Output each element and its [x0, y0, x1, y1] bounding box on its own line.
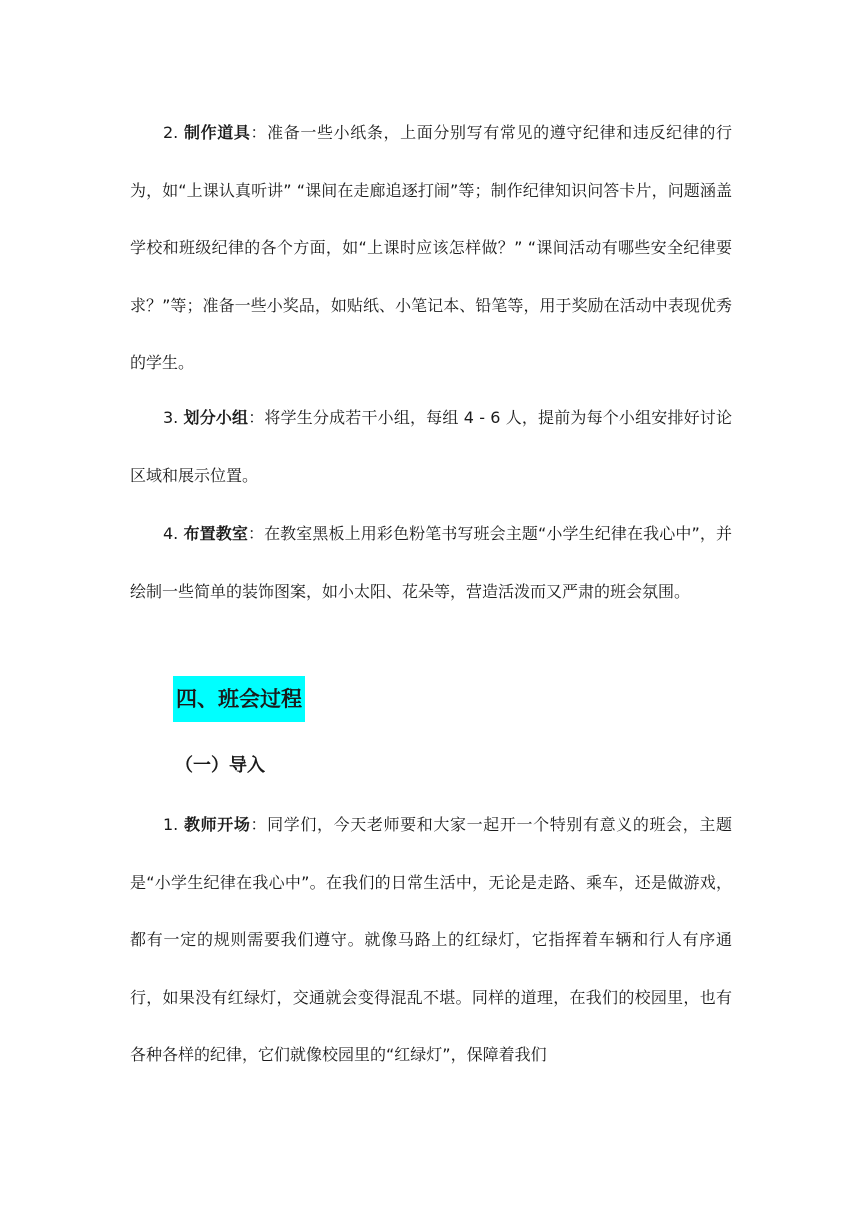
- paragraph-divide-groups: [130, 389, 732, 504]
- item-text: 同学们，今天老师要和大家一起开一个特别有意义的班会，主题是“小学生纪律在我心中”。在我们的日常生活中，无论是走路、乘车，还是做游戏，都有一定的规则需要我们遵守。就像马路上的红绿灯，它指挥着车辆和行人有序通行，如果没有红绿灯，交通就会变得混乱不堪。同样的道理，在我们的校园里，也有各种各样的纪律，它们就像校园里的“红绿灯”，保障着我们: [130, 815, 732, 1064]
- item-text: 准备一些小纸条，上面分别写有常见的遵守纪律和违反纪律的行为，如“上课认真听讲” “课间在走廊追逐打闹”等；制作纪律知识问答卡片，问题涵盖学校和班级纪律的各个方面，如“上课时应该怎样做？” “课间活动有哪些安全纪律要求？”等；准备一些小奖品，如贴纸、小笔记本、铅笔等，用于奖励在活动中表现优秀的学生。: [130, 123, 732, 372]
- item-title: 布置教室: [183, 524, 248, 543]
- item-separator: ：: [250, 123, 268, 142]
- paragraph-make-props: [130, 104, 732, 392]
- item-number: 3.: [163, 408, 179, 427]
- section-heading: 四、班会过程: [173, 676, 305, 722]
- paragraph-teacher-opening: [130, 796, 732, 1084]
- item-separator: ：: [248, 408, 265, 427]
- item-title: 划分小组: [183, 408, 249, 427]
- item-text: 在教室黑板上用彩色粉笔书写班会主题“小学生纪律在我心中”，并绘制一些简单的装饰图案，如小太阳、花朵等，营造活泼而又严肃的班会氛围。: [130, 524, 732, 601]
- item-separator: ：: [250, 815, 268, 834]
- item-number: 1.: [163, 815, 179, 834]
- item-number: 2.: [163, 123, 179, 142]
- item-number: 4.: [163, 524, 179, 543]
- item-title: 教师开场: [183, 815, 251, 834]
- subsection-heading: （一）导入: [175, 755, 265, 776]
- paragraph-decorate-classroom: [130, 505, 732, 620]
- item-text: 将学生分成若干小组，每组 4 - 6 人，提前为每个小组安排好讨论区域和展示位置。: [130, 408, 732, 485]
- item-title: 制作道具: [183, 123, 251, 142]
- item-separator: ：: [247, 524, 265, 543]
